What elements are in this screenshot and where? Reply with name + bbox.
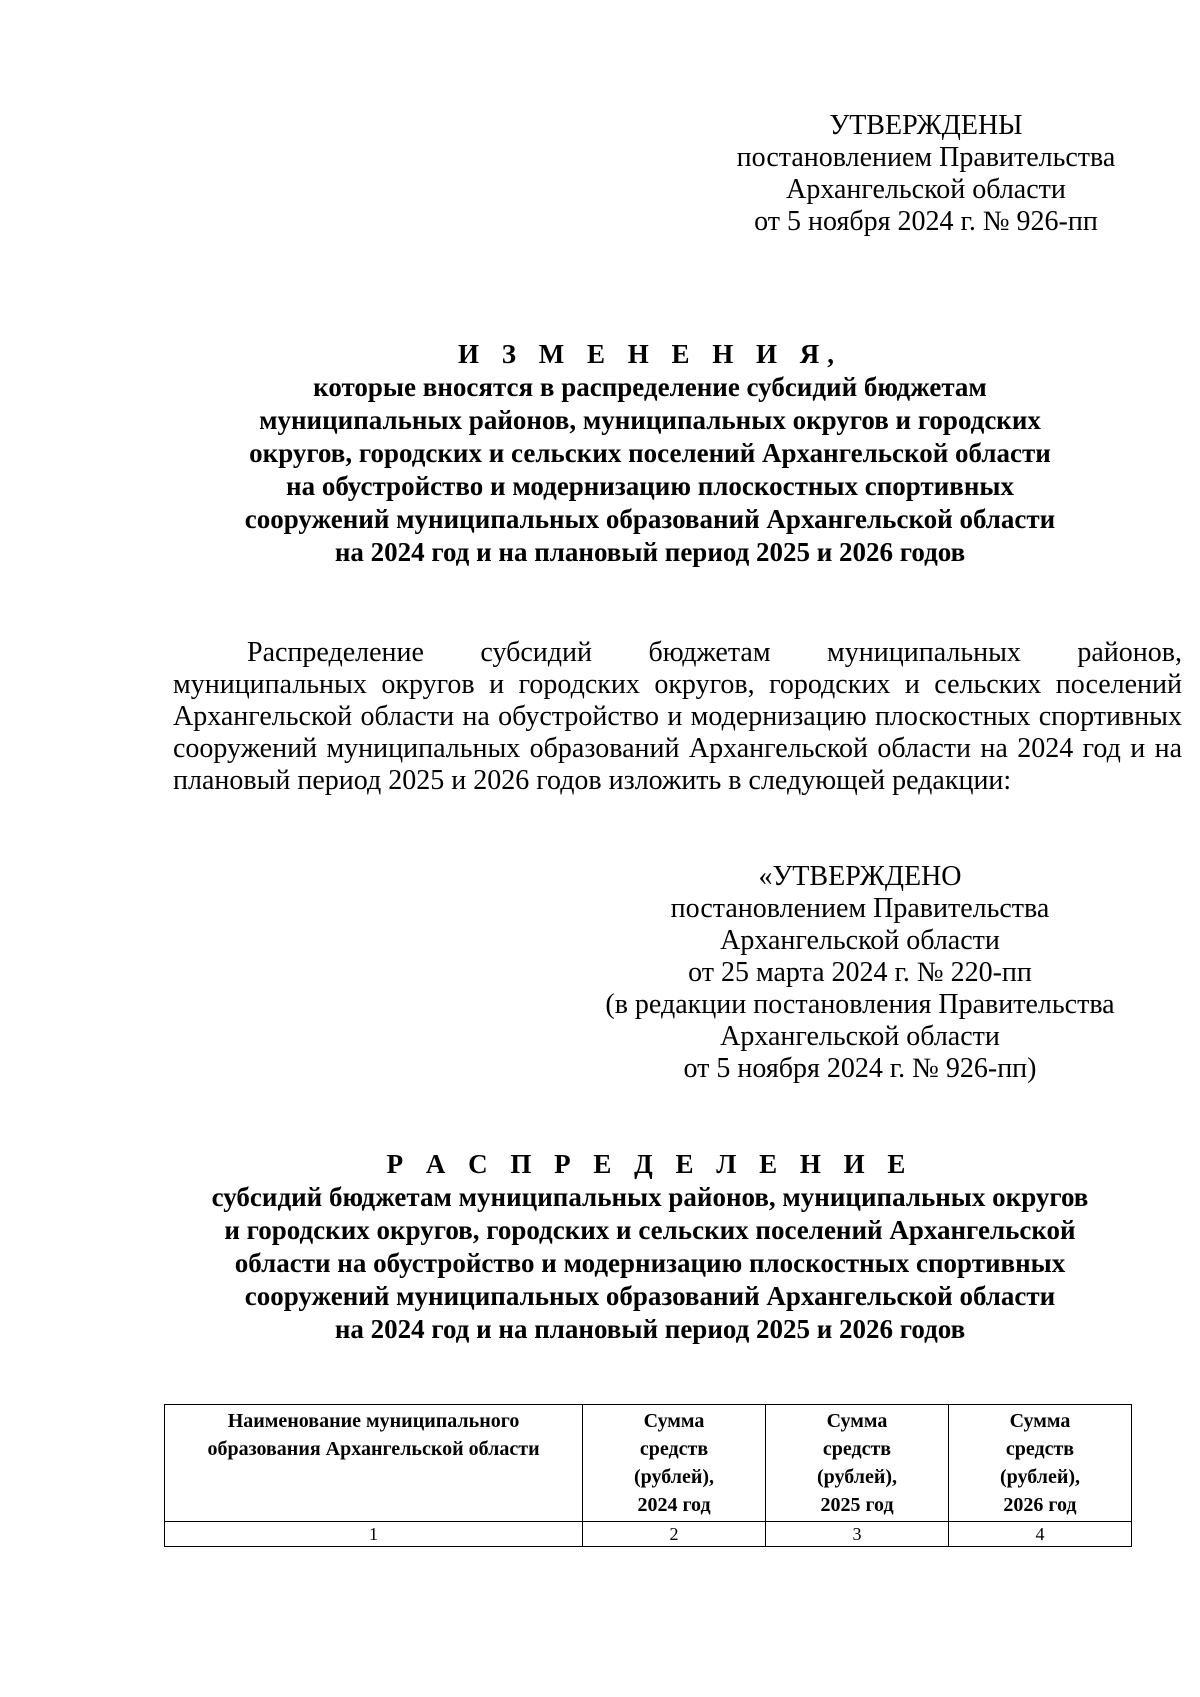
approval-line: постановлением Правительства xyxy=(736,142,1116,173)
approval-line: от 25 марта 2024 г. № 220-пп xyxy=(688,957,1032,988)
header-line: (рублей), xyxy=(816,1466,898,1488)
distribution-subtitle-line: на 2024 год и на плановый период 2025 и 2026 годов xyxy=(334,1314,966,1344)
approval-line: от 5 ноября 2024 г. № 926-пп) xyxy=(683,1053,1037,1084)
header-line: 2026 год xyxy=(1003,1494,1077,1516)
approval-line: от 5 ноября 2024 г. № 926-пп xyxy=(754,206,1098,237)
changes-heading: И З М Е Н Е Н И Я, xyxy=(457,339,842,369)
header-line: (рублей), xyxy=(999,1466,1081,1488)
approval-stamp-bottom xyxy=(580,861,1140,1085)
table-row xyxy=(165,1522,1132,1547)
distribution-subtitle-line: субсидий бюджетам муниципальных районов, муниципальных округов xyxy=(211,1182,1089,1212)
changes-subtitle-line: на обустройство и модернизацию плоскостных спортивных xyxy=(286,471,1014,501)
changes-subtitle-line: муниципальных районов, муниципальных округов и городских xyxy=(259,405,1041,435)
approval-line: «УТВЕРЖДЕНО xyxy=(758,861,962,892)
changes-subtitle-line: округов, городских и сельских поселений Архангельской области xyxy=(249,438,1051,468)
distribution-subtitle-line: и городских округов, городских и сельских поселений Архангельской xyxy=(224,1215,1076,1245)
body-paragraph: Распределение субсидий бюджетам муниципальных районов, муниципальных округов и городских округов, городских и сельских поселений Архангельской области на обустройство и модернизацию плоскостных спортивных сооружений муниципальных образований Архангельской области на 2024 год и на плановый период 2025 и 2026 годов изложить в следующей редакции: xyxy=(173,637,1182,796)
header-sum-2025 xyxy=(766,1405,949,1522)
approval-line: УТВЕРЖДЕНЫ xyxy=(829,110,1023,141)
header-line: образования Архангельской области xyxy=(207,1438,540,1460)
approval-line: постановлением Правительства xyxy=(670,893,1050,924)
changes-subtitle-line: на 2024 год и на плановый период 2025 и 2026 годов xyxy=(334,537,966,567)
header-line: средств xyxy=(822,1438,892,1460)
approval-line: Архангельской области xyxy=(786,174,1066,205)
header-line: 2025 год xyxy=(820,1494,894,1516)
column-number-cell: 1 xyxy=(165,1522,583,1547)
header-line: Сумма xyxy=(826,1410,888,1432)
approval-line: Архангельской области xyxy=(720,1021,1000,1052)
header-line: (рублей), xyxy=(634,1466,715,1488)
header-line: Сумма xyxy=(1009,1410,1071,1432)
header-line: средств xyxy=(639,1438,709,1460)
header-municipality xyxy=(165,1405,583,1522)
header-line: Сумма xyxy=(643,1410,705,1432)
distribution-table xyxy=(164,1404,1132,1547)
header-line: 2024 год xyxy=(637,1494,711,1516)
column-number-cell: 4 xyxy=(948,1522,1131,1547)
column-number-cell: 3 xyxy=(766,1522,949,1547)
changes-subtitle-line: которые вносятся в распределение субсидий бюджетам xyxy=(313,372,987,402)
distribution-subtitle-line: сооружений муниципальных образований Архангельской области xyxy=(244,1281,1056,1311)
approval-stamp-top xyxy=(706,110,1146,238)
changes-subtitle-line: сооружений муниципальных образований Архангельской области xyxy=(244,504,1056,534)
header-sum-2026 xyxy=(948,1405,1131,1522)
header-line: Наименование муниципального xyxy=(227,1410,520,1432)
changes-title-block xyxy=(120,338,1180,569)
distribution-subtitle-line: области на обустройство и модернизацию плоскостных спортивных xyxy=(234,1248,1066,1278)
approval-line: (в редакции постановления Правительства xyxy=(605,989,1115,1020)
approval-line: Архангельской области xyxy=(720,925,1000,956)
column-number-cell: 2 xyxy=(583,1522,766,1547)
distribution-heading: Р А С П Р Е Д Е Л Е Н И Е xyxy=(386,1149,914,1179)
header-sum-2024 xyxy=(583,1405,766,1522)
distribution-title-block xyxy=(120,1148,1180,1346)
header-line: средств xyxy=(1005,1438,1075,1460)
table-header-row xyxy=(165,1405,1132,1522)
